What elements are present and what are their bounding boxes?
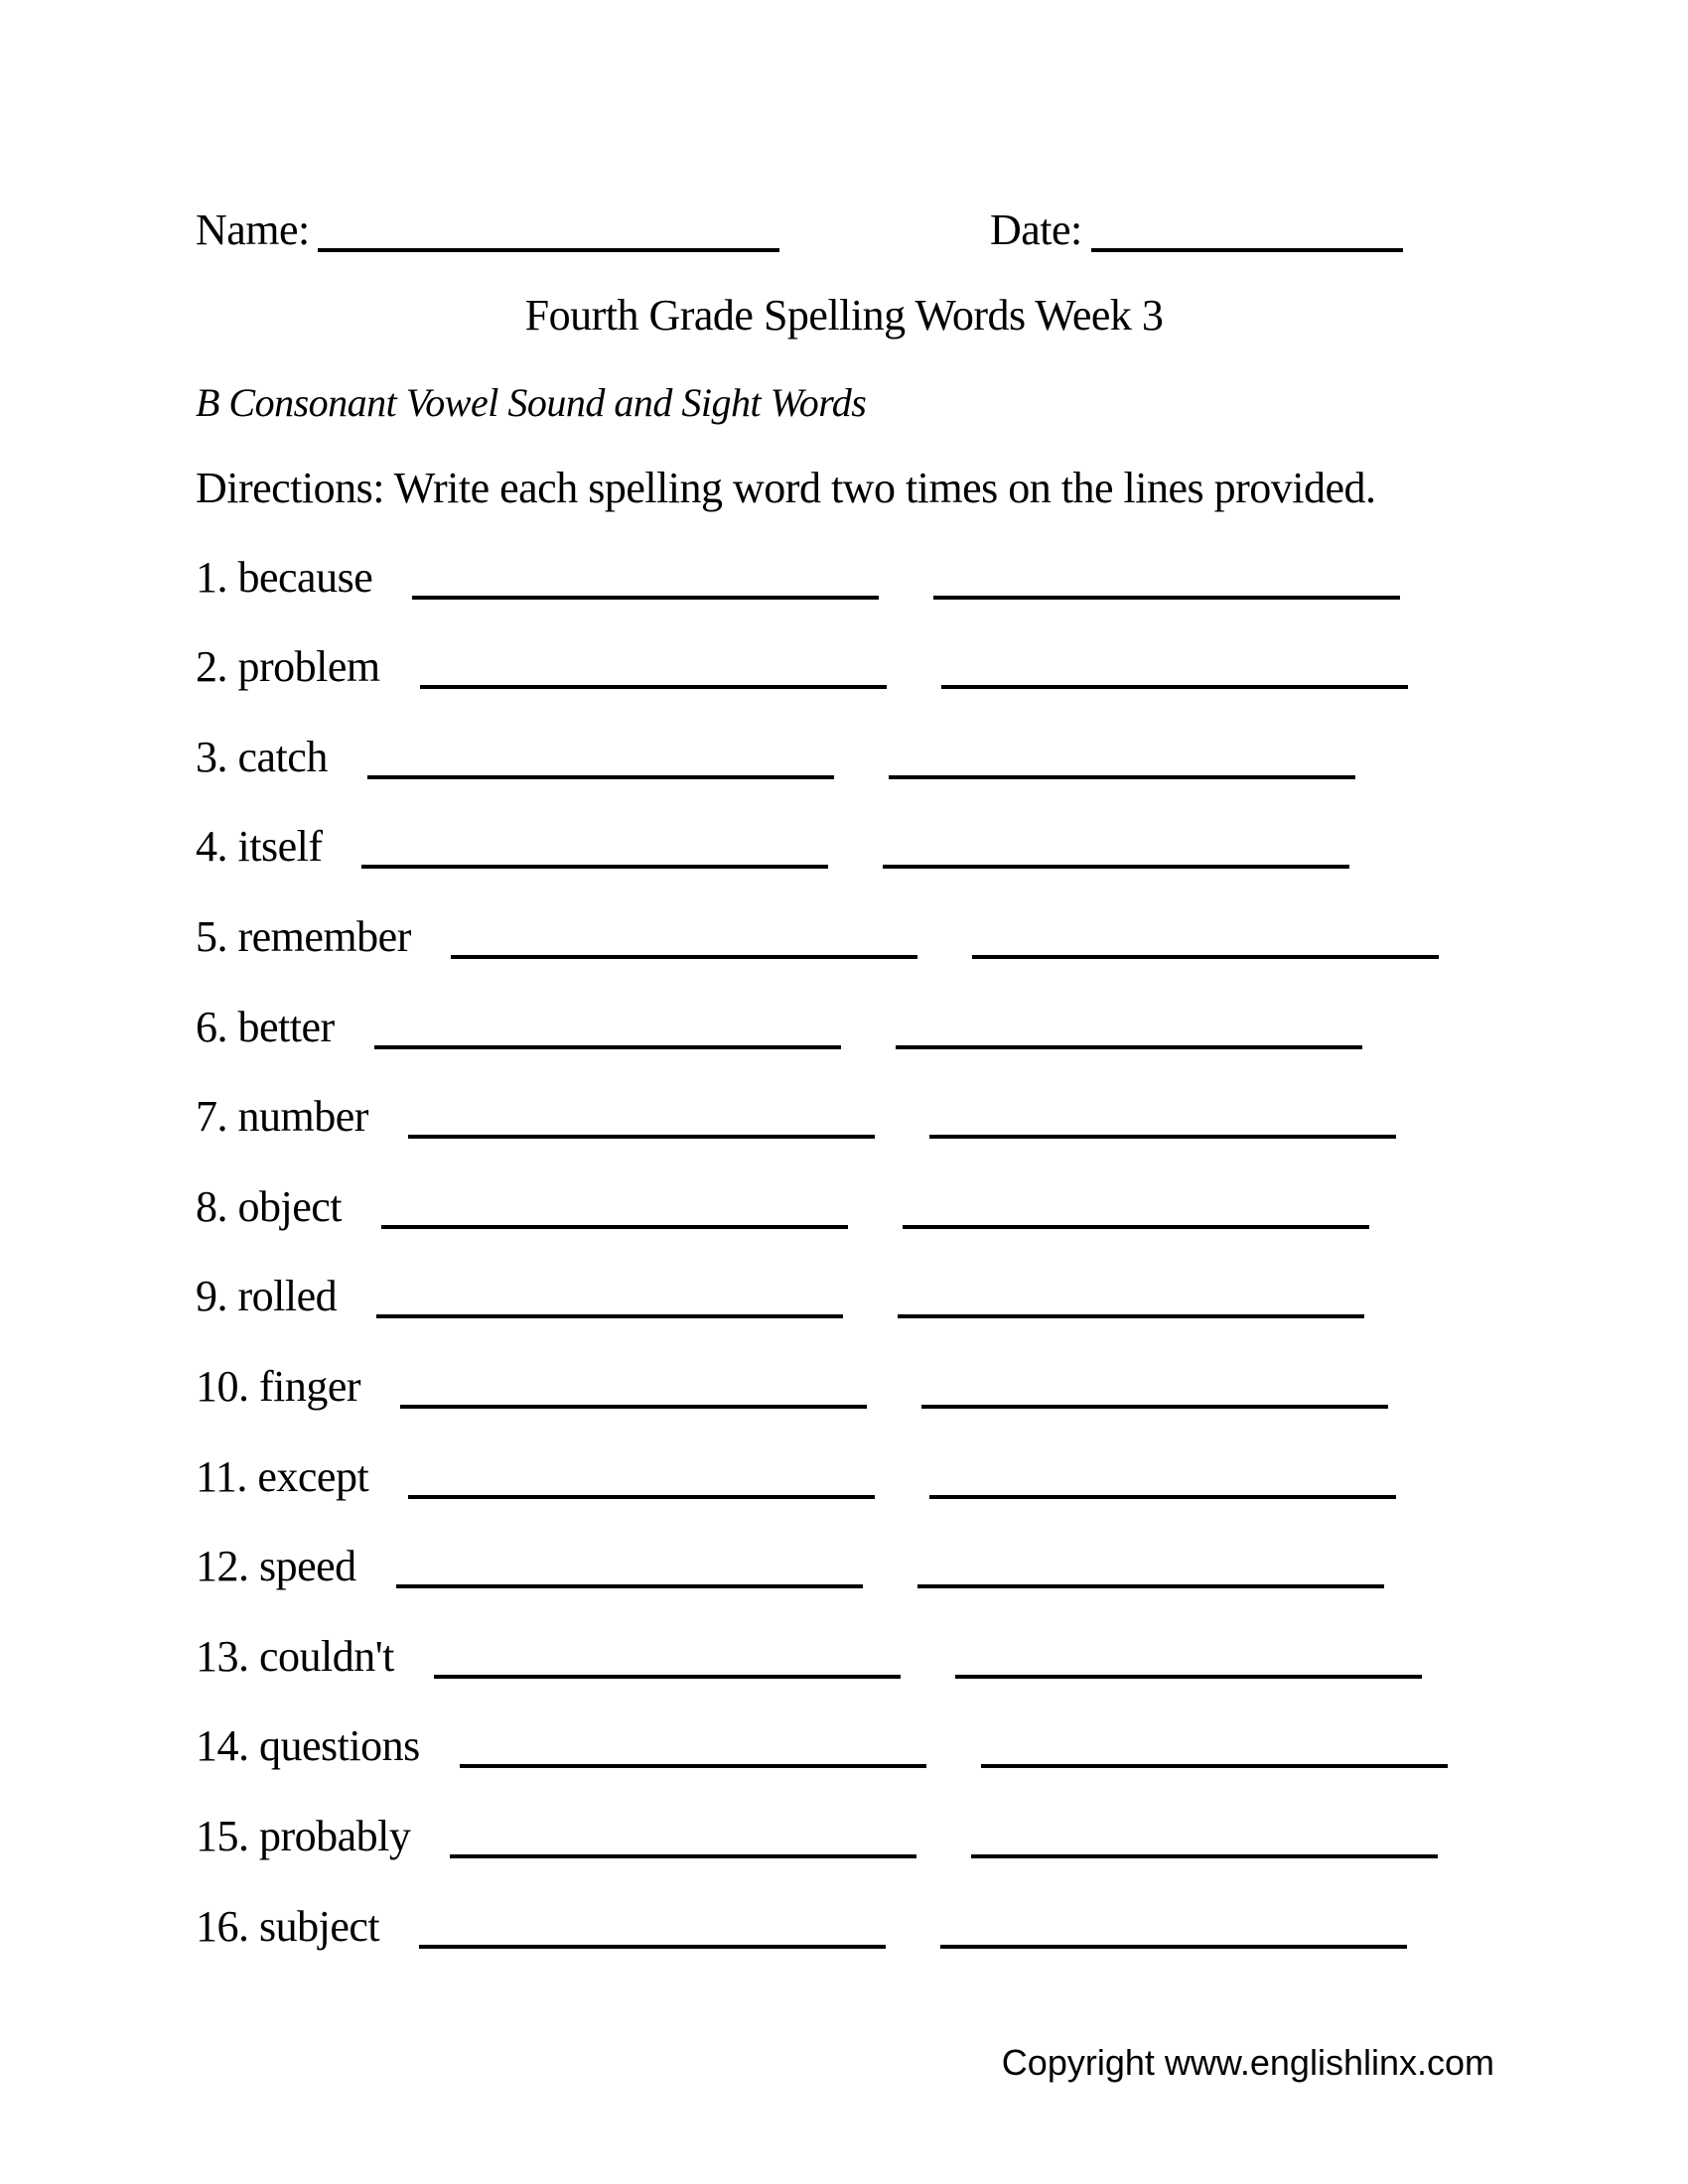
word-row [196, 1621, 1589, 1711]
word-blank-line-2[interactable] [898, 1314, 1364, 1318]
word-label [196, 822, 323, 872]
word-number: 16. [196, 1901, 249, 1951]
date-label: Date: [990, 205, 1082, 254]
word-label [196, 911, 411, 961]
word-number: 9. [196, 1272, 227, 1321]
word-blank-line-1[interactable] [451, 955, 917, 959]
word-row [196, 542, 1589, 632]
directions-text: Directions: Write each spelling word two times on the lines provided. [196, 464, 1376, 512]
word-blank-line-2[interactable] [921, 1405, 1388, 1409]
word-label [196, 642, 380, 692]
word-row [196, 1262, 1589, 1352]
word-blank-line-2[interactable] [955, 1675, 1422, 1679]
word-text: number [237, 1092, 368, 1142]
name-blank-line[interactable] [318, 248, 779, 252]
word-blank-line-2[interactable] [940, 1945, 1407, 1949]
word-text: itself [237, 822, 323, 872]
word-number: 6. [196, 1002, 227, 1051]
word-text: catch [237, 732, 328, 781]
word-blank-line-1[interactable] [396, 1584, 863, 1588]
word-number: 15. [196, 1811, 249, 1860]
word-text: because [237, 552, 373, 602]
word-blank-line-1[interactable] [367, 775, 834, 779]
date-blank-line[interactable] [1091, 248, 1403, 252]
word-row [196, 1801, 1589, 1891]
word-blank-line-2[interactable] [981, 1764, 1448, 1768]
word-row [196, 1351, 1589, 1441]
word-blank-line-1[interactable] [376, 1314, 843, 1318]
word-number: 11. [196, 1451, 247, 1501]
word-blank-line-2[interactable] [933, 596, 1400, 600]
word-blank-line-1[interactable] [381, 1225, 848, 1229]
word-blank-line-2[interactable] [929, 1135, 1396, 1139]
copyright-text: Copyright www.englishlinx.com [1001, 2042, 1494, 2083]
word-label [196, 732, 328, 781]
word-row [196, 632, 1589, 723]
word-text: rolled [237, 1272, 338, 1321]
word-blank-line-1[interactable] [460, 1764, 926, 1768]
word-number: 8. [196, 1181, 227, 1231]
word-label [196, 1092, 368, 1142]
word-text: except [257, 1451, 369, 1501]
word-blank-line-1[interactable] [361, 865, 828, 869]
word-text: subject [259, 1901, 380, 1951]
word-blank-line-2[interactable] [941, 685, 1408, 689]
word-number: 14. [196, 1721, 249, 1771]
word-row [196, 1711, 1589, 1802]
word-label [196, 1272, 338, 1321]
word-row [196, 901, 1589, 992]
word-row [196, 722, 1589, 812]
name-label: Name: [196, 205, 310, 254]
word-label [196, 1451, 369, 1501]
word-blank-line-2[interactable] [896, 1045, 1362, 1049]
word-row [196, 1082, 1589, 1172]
word-text: questions [259, 1721, 420, 1771]
word-blank-line-1[interactable] [420, 685, 887, 689]
word-label [196, 1002, 335, 1051]
word-row [196, 812, 1589, 902]
word-number: 13. [196, 1631, 249, 1681]
word-blank-line-2[interactable] [889, 775, 1355, 779]
word-text: probably [259, 1811, 411, 1860]
word-text: speed [259, 1542, 356, 1591]
word-blank-line-1[interactable] [374, 1045, 841, 1049]
word-text: object [237, 1181, 343, 1231]
word-blank-line-2[interactable] [883, 865, 1349, 869]
word-label [196, 1721, 420, 1771]
word-label [196, 1811, 411, 1860]
word-blank-line-1[interactable] [450, 1854, 916, 1858]
section-heading: B Consonant Vowel Sound and Sight Words [196, 380, 867, 425]
word-blank-line-1[interactable] [400, 1405, 867, 1409]
word-text: couldn't [259, 1631, 394, 1681]
word-label [196, 1542, 356, 1591]
word-number: 4. [196, 822, 227, 872]
word-text: better [237, 1002, 335, 1051]
word-blank-line-2[interactable] [917, 1584, 1384, 1588]
word-blank-line-1[interactable] [412, 596, 879, 600]
word-row [196, 992, 1589, 1082]
word-number: 12. [196, 1542, 249, 1591]
word-row [196, 1532, 1589, 1622]
word-blank-line-2[interactable] [903, 1225, 1369, 1229]
word-text: problem [237, 642, 380, 692]
word-row [196, 1171, 1589, 1262]
word-blank-line-2[interactable] [971, 1854, 1438, 1858]
word-number: 3. [196, 732, 227, 781]
word-blank-line-1[interactable] [408, 1495, 875, 1499]
word-text: finger [259, 1361, 361, 1411]
word-label [196, 1181, 343, 1231]
word-row [196, 1891, 1589, 1981]
worksheet-title: Fourth Grade Spelling Words Week 3 [524, 291, 1164, 340]
word-number: 1. [196, 552, 227, 602]
word-text: remember [237, 911, 411, 961]
date-group [990, 205, 1403, 254]
word-blank-line-1[interactable] [408, 1135, 875, 1139]
word-blank-line-1[interactable] [419, 1945, 886, 1949]
word-number: 7. [196, 1092, 227, 1142]
word-label [196, 1361, 361, 1411]
word-label [196, 1901, 380, 1951]
word-list [196, 542, 1589, 1981]
word-number: 5. [196, 911, 227, 961]
word-label [196, 552, 373, 602]
word-label [196, 1631, 394, 1681]
word-row [196, 1441, 1589, 1532]
header [196, 205, 1494, 254]
word-number: 2. [196, 642, 227, 692]
word-blank-line-2[interactable] [929, 1495, 1396, 1499]
word-blank-line-1[interactable] [434, 1675, 901, 1679]
word-number: 10. [196, 1361, 249, 1411]
word-blank-line-2[interactable] [972, 955, 1439, 959]
